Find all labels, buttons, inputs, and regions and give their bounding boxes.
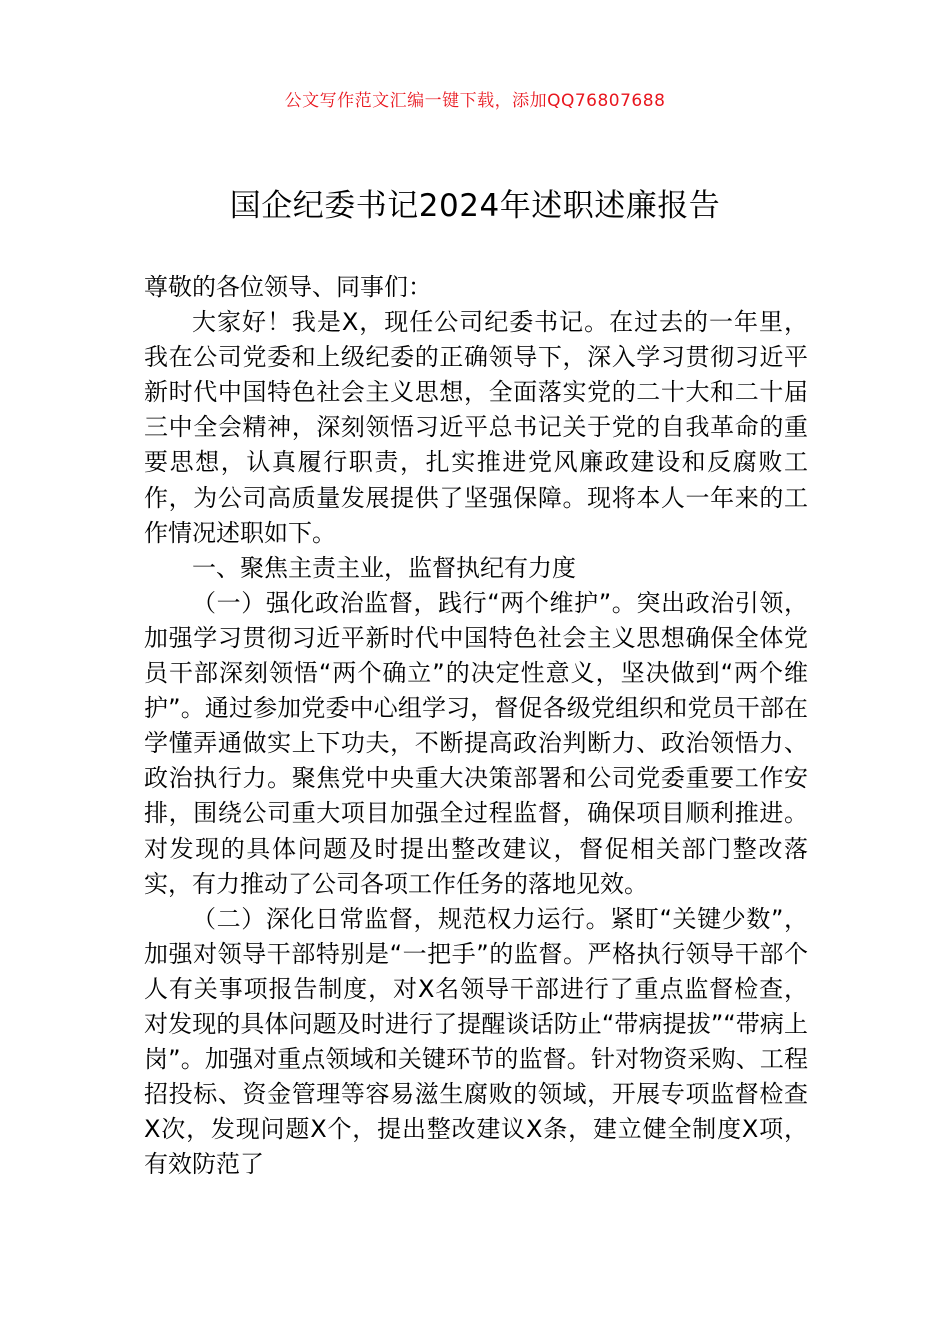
document-title: 国企纪委书记2024年述职述廉报告 [229, 188, 721, 224]
promo-banner[interactable]: 公文写作范文汇编一键下载，添加QQ76807688 [284, 91, 666, 111]
paragraph-political-supervision: （一）强化政治监督，践行“两个维护”。突出政治引领，加强学习贯彻习近平新时代中国特色社会主义思想确保全体党员干部深刻领悟“两个确立”的决定性意义，坚决做到“两个维护”。通过参加党委中心组学习，督促各级党组织和党员干部在学懂弄通做实上下功夫，不断提高政治判断力、政治领悟力、政治执行力。聚焦党中央重大决策部署和公司党委重要工作安排，围绕公司重大项目加强全过程监督，确保项目顺利推进。对发现的具体问题及时提出整改建议，督促相关部门整改落实，有力推动了公司各项工作任务的落地见效。 [144, 588, 808, 898]
paragraph-intro: 大家好！我是X，现任公司纪委书记。在过去的一年里，我在公司党委和上级纪委的正确领导下，深入学习贯彻习近平新时代中国特色社会主义思想，全面落实党的二十大和二十届三中全会精神，深刻领悟习近平总书记关于党的自我革命的重要思想，认真履行职责，扎实推进党风廉政建设和反腐败工作，为公司高质量发展提供了坚强保障。现将本人一年来的工作情况述职如下。 [144, 308, 808, 547]
document-body [144, 270, 808, 1182]
section-heading-1: 一、聚焦主责主业，监督执纪有力度 [192, 553, 576, 582]
paragraph-daily-supervision: （二）深化日常监督，规范权力运行。紧盯“关键少数”，加强对领导干部特别是“一把手”的监督。严格执行领导干部个人有关事项报告制度，对X名领导干部进行了重点监督检查，对发现的具体问题及时进行了提醒谈话防止“带病提拔”“带病上岗”。加强对重点领域和关键环节的监督。针对物资采购、工程招投标、资金管理等容易滋生腐败的领域，开展专项监督检查X次，发现问题X个，提出整改建议X条，建立健全制度X项，有效防范了 [144, 904, 808, 1179]
salutation: 尊敬的各位领导、同事们： [144, 273, 432, 301]
